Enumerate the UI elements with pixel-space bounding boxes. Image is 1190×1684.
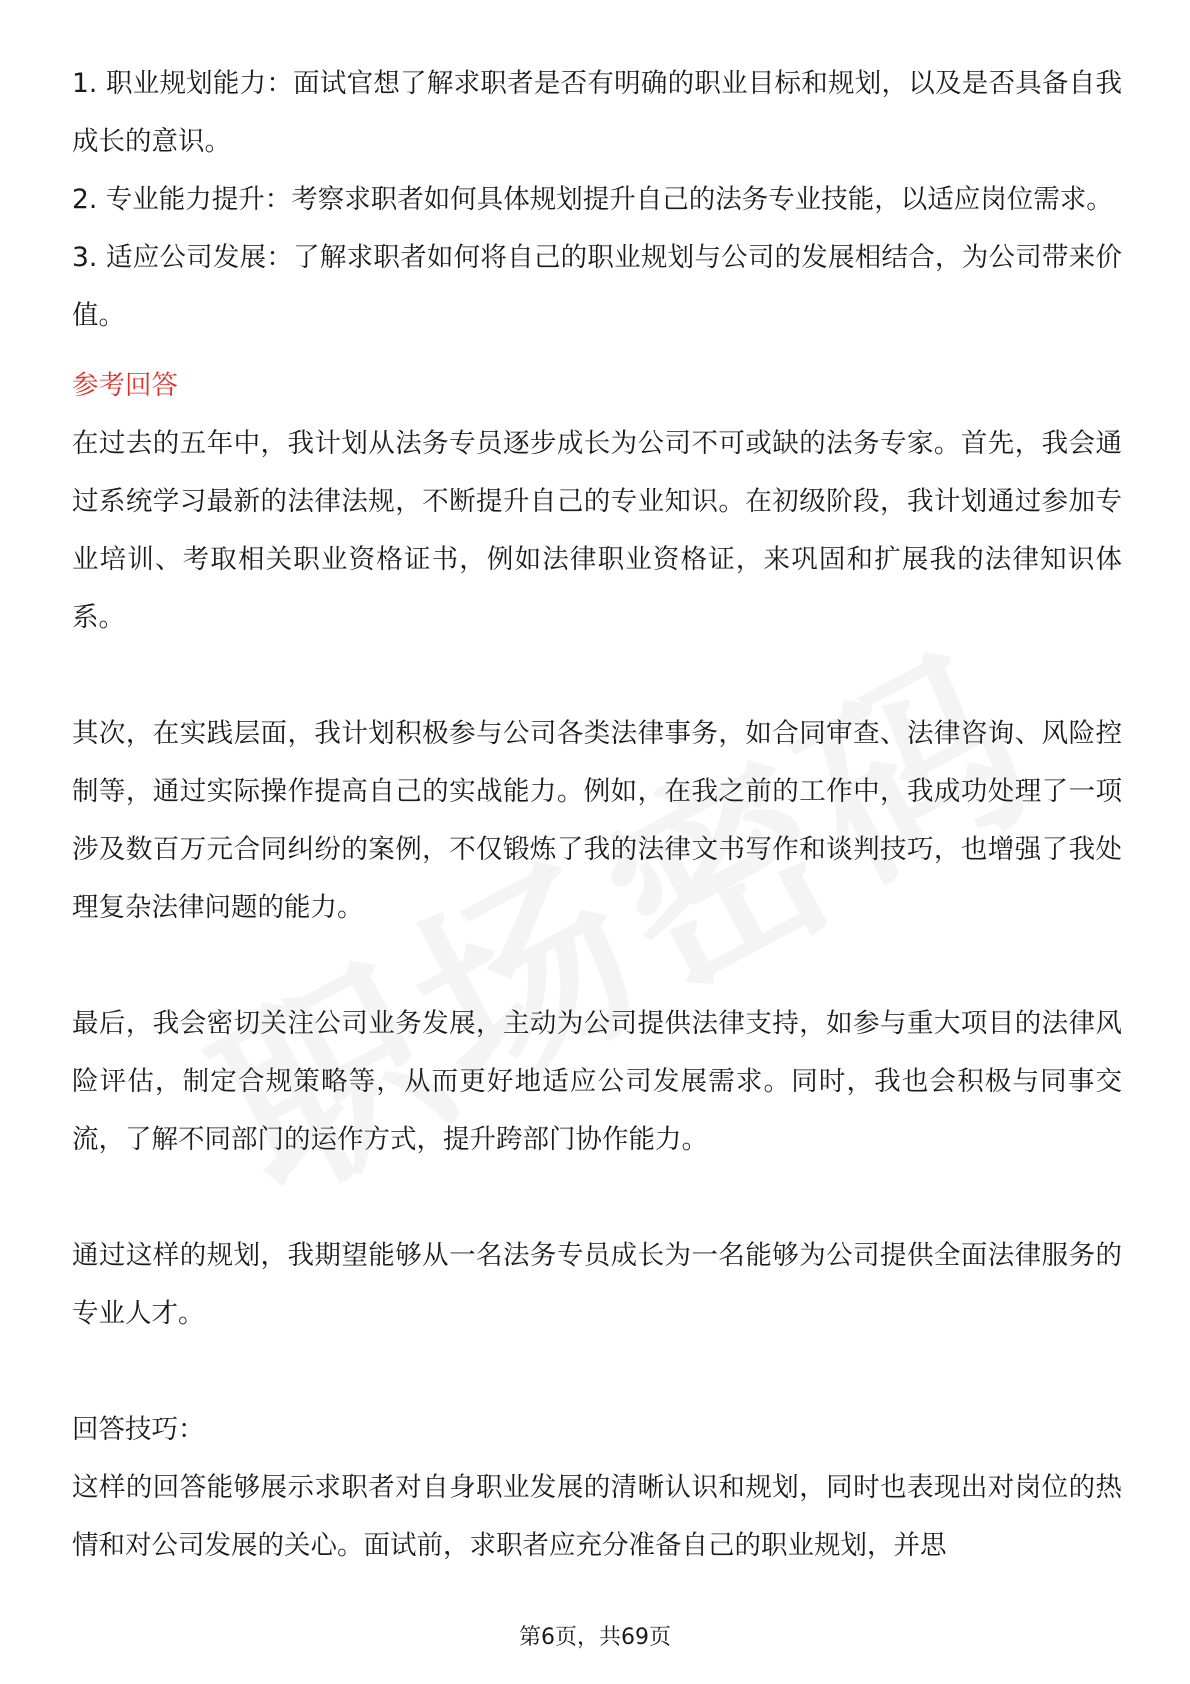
point-item: 2. 专业能力提升：考察求职者如何具体规划提升自己的法务专业技能，以适应岗位需求。	[72, 184, 1113, 215]
tips-paragraph: 这样的回答能够展示求职者对自身职业发展的清晰认识和规划，同时也表现出对岗位的热情和对公司发展的关心。面试前，求职者应充分准备自己的职业规划，并思	[72, 1472, 1122, 1561]
point-item: 3. 适应公司发展：了解求职者如何将自己的职业规划与公司的发展相结合，为公司带来价值。	[72, 242, 1122, 331]
page-number-footer: 第6页，共69页	[519, 1625, 671, 1650]
answer-paragraph: 最后，我会密切关注公司业务发展，主动为公司提供法律支持，如参与重大项目的法律风险评估，制定合规策略等，从而更好地适应公司发展需求。同时，我也会积极与同事交流，了解不同部门的运作方式，提升跨部门协作能力。	[72, 1008, 1122, 1155]
point-item: 1. 职业规划能力：面试官想了解求职者是否有明确的职业目标和规划，以及是否具备自我成长的意识。	[72, 68, 1122, 157]
page-content	[72, 55, 1122, 1575]
tips-heading: 回答技巧：	[72, 1414, 205, 1445]
reference-answer-heading: 参考回答	[72, 370, 178, 401]
answer-paragraph: 通过这样的规划，我期望能够从一名法务专员成长为一名能够为公司提供全面法律服务的专业人才。	[72, 1240, 1122, 1329]
answer-paragraph: 在过去的五年中，我计划从法务专员逐步成长为公司不可或缺的法务专家。首先，我会通过系统学习最新的法律法规，不断提升自己的专业知识。在初级阶段，我计划通过参加专业培训、考取相关职业资格证书，例如法律职业资格证，来巩固和扩展我的法律知识体系。	[72, 428, 1122, 633]
answer-paragraph: 其次，在实践层面，我计划积极参与公司各类法律事务，如合同审查、法律咨询、风险控制等，通过实际操作提高自己的实战能力。例如，在我之前的工作中，我成功处理了一项涉及数百万元合同纠纷的案例，不仅锻炼了我的法律文书写作和谈判技巧，也增强了我处理复杂法律问题的能力。	[72, 718, 1122, 923]
paragraph-spacer	[72, 937, 1122, 995]
paragraph-spacer	[72, 647, 1122, 705]
paragraph-spacer	[72, 1343, 1122, 1401]
paragraph-spacer	[72, 1169, 1122, 1227]
